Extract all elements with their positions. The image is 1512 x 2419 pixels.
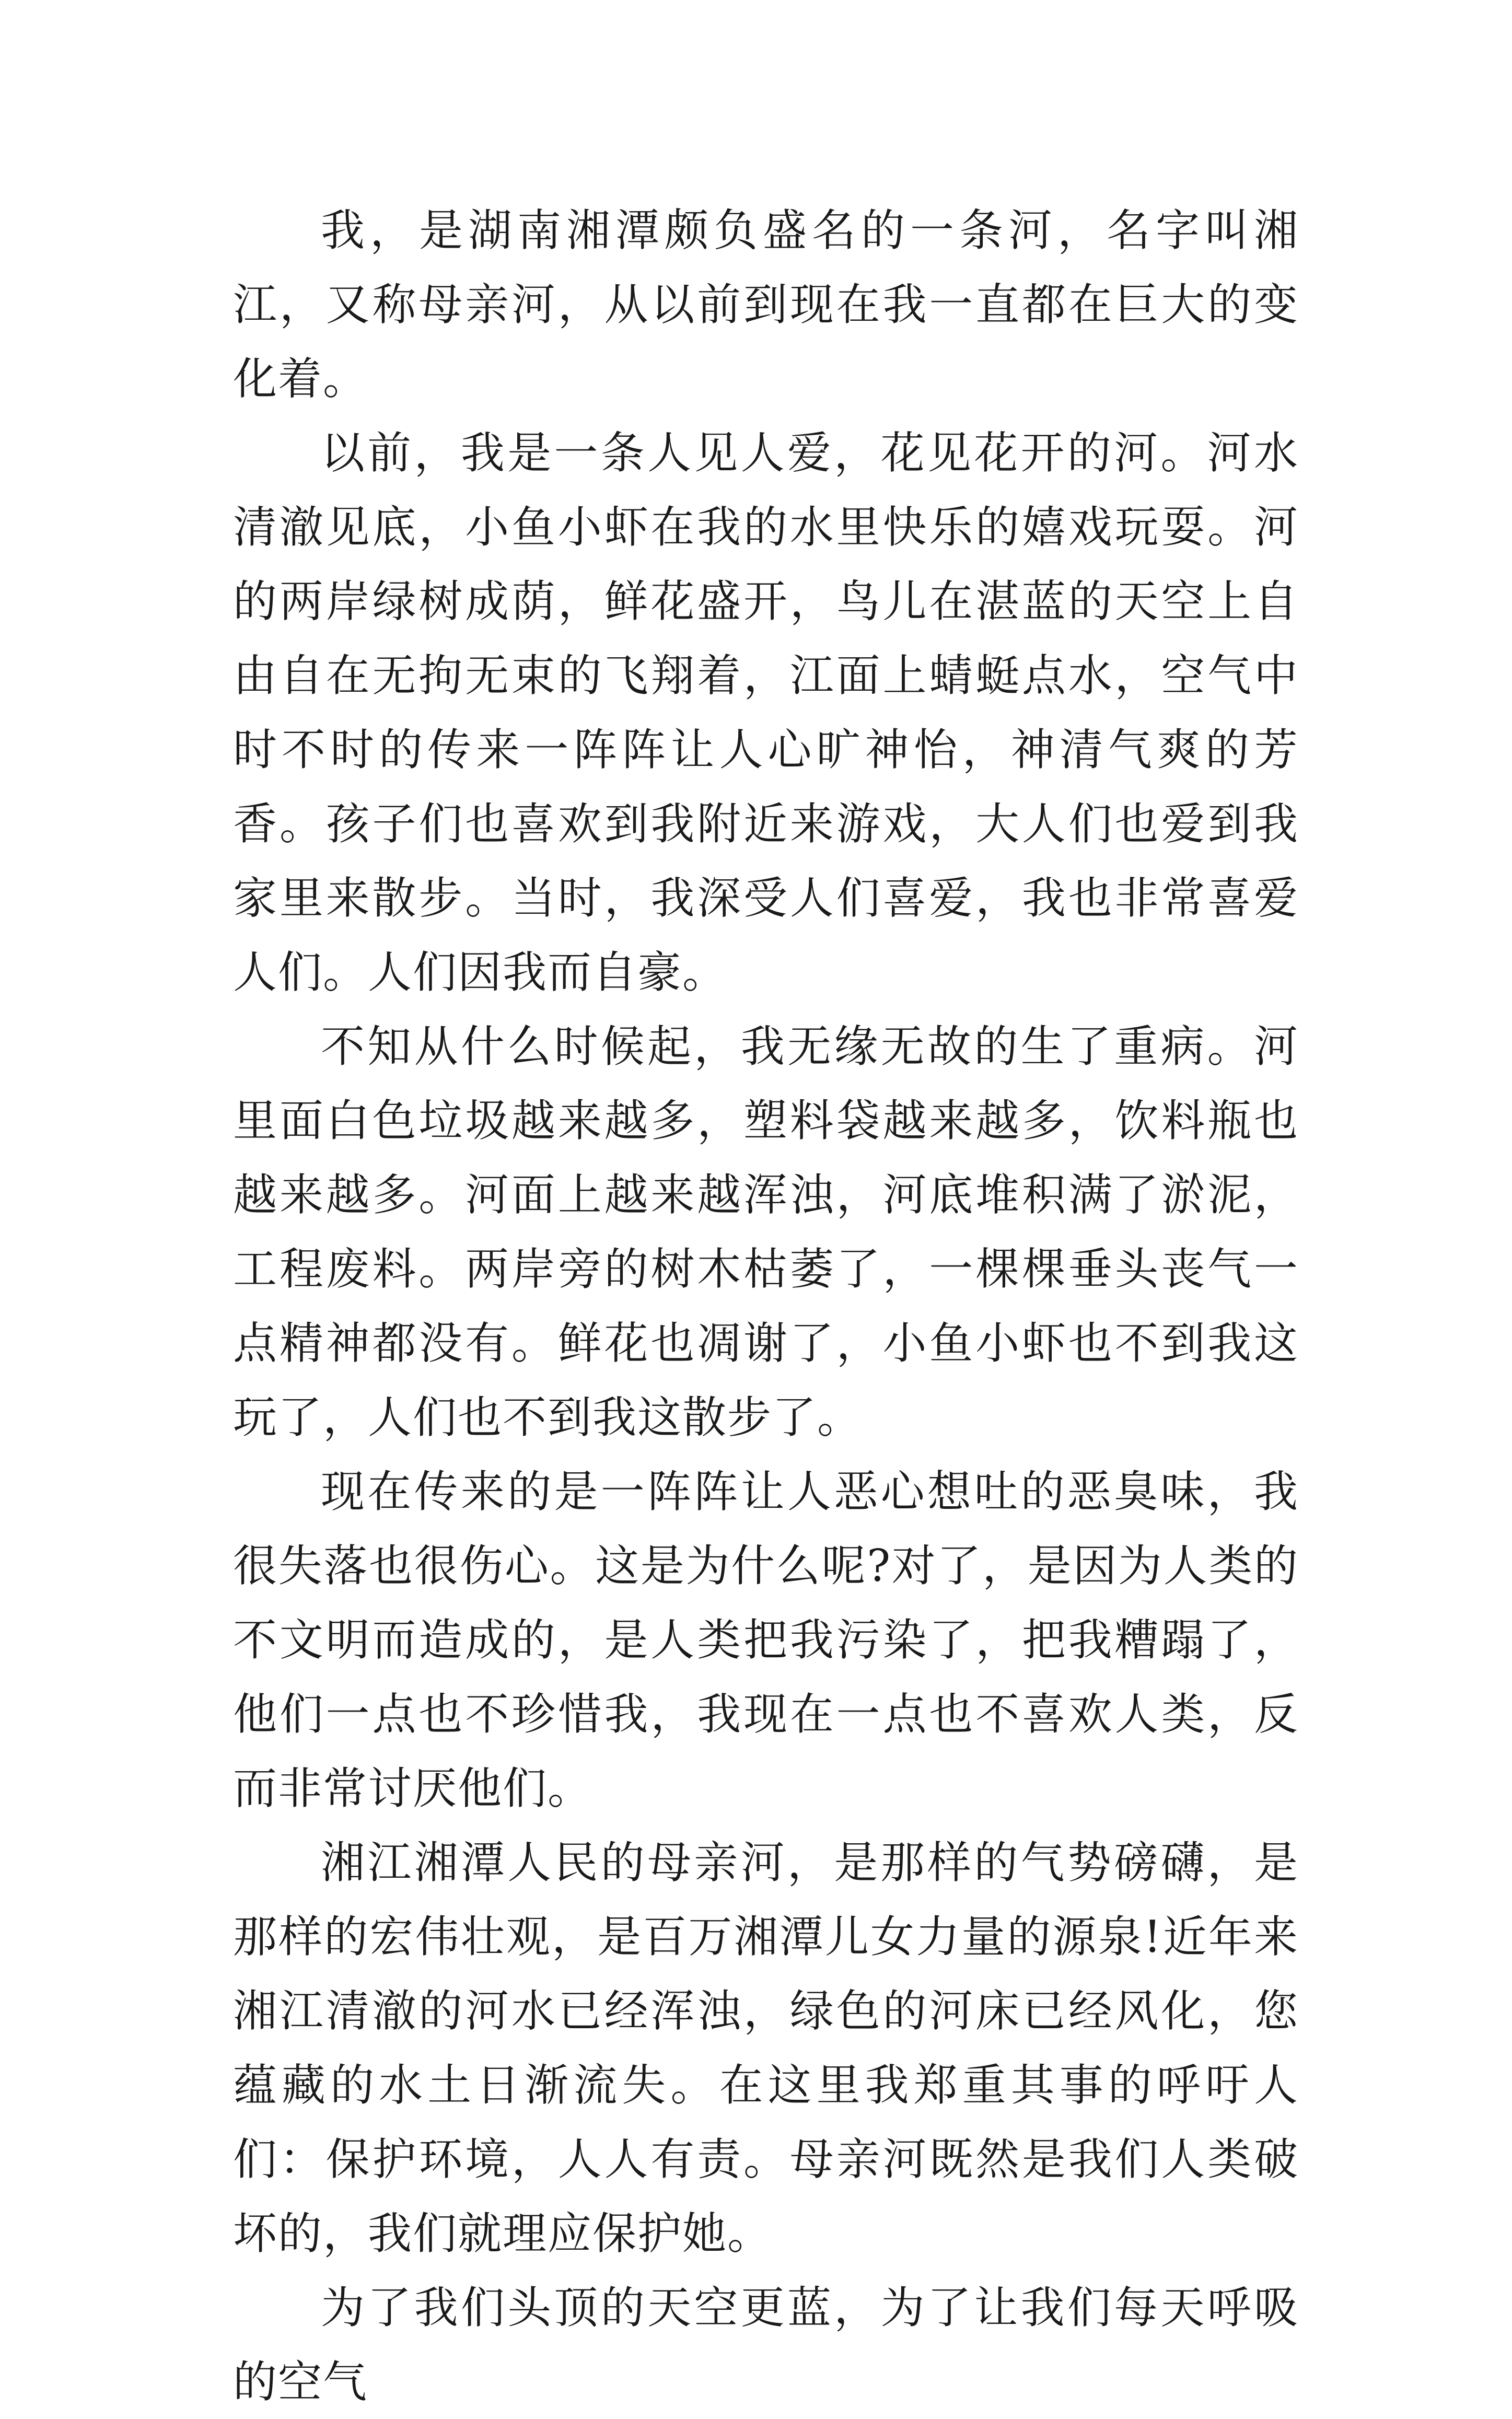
paragraph-2: 以前，我是一条人见人爱，花见花开的河。河水清澈见底，小鱼小虾在我的水里快乐的嬉戏玩耍。河的两岸绿树成荫，鲜花盛开，鸟儿在湛蓝的天空上自由自在无拘无束的飞翔着，江面上蜻蜓点水，空气中时不时的传来一阵阵让人心旷神怡，神清气爽的芳香。孩子们也喜欢到我附近来游戏，大人们也爱到我家里来散步。当时，我深受人们喜爱，我也非常喜爱人们。人们因我而自豪。 (233, 427, 1299, 998)
paragraph-5: 湘江湘潭人民的母亲河，是那样的气势磅礴，是那样的宏伟壮观，是百万湘潭儿女力量的源泉!近年来湘江清澈的河水已经浑浊，绿色的河床已经风化，您蕴藏的水土日渐流失。在这里我郑重其事的呼吁人们：保护环境，人人有责。母亲河既然是我们人类破坏的，我们就理应保护她。 (233, 1837, 1299, 2259)
paragraph-1: 我，是湖南湘潭颇负盛名的一条河，名字叫湘江，又称母亲河，从以前到现在我一直都在巨大的变化着。 (233, 205, 1299, 404)
paragraph-4: 现在传来的是一阵阵让人恶心想吐的恶臭味，我很失落也很伤心。这是为什么呢?对了，是因为人类的不文明而造成的，是人类把我污染了，把我糟蹋了，他们一点也不珍惜我，我现在一点也不喜欢人类，反而非常讨厌他们。 (233, 1466, 1299, 1814)
paragraph-3: 不知从什么时候起，我无缘无故的生了重病。河里面白色垃圾越来越多，塑料袋越来越多，饮料瓶也越来越多。河面上越来越浑浊，河底堆积满了淤泥，工程废料。两岸旁的树木枯萎了，一棵棵垂头丧气一点精神都没有。鲜花也凋谢了，小鱼小虾也不到我这玩了，人们也不到我这散步了。 (233, 1021, 1299, 1443)
essay-body (233, 193, 1299, 2419)
paragraph-6: 为了我们头顶的天空更蓝，为了让我们每天呼吸的空气 (233, 2282, 1299, 2408)
